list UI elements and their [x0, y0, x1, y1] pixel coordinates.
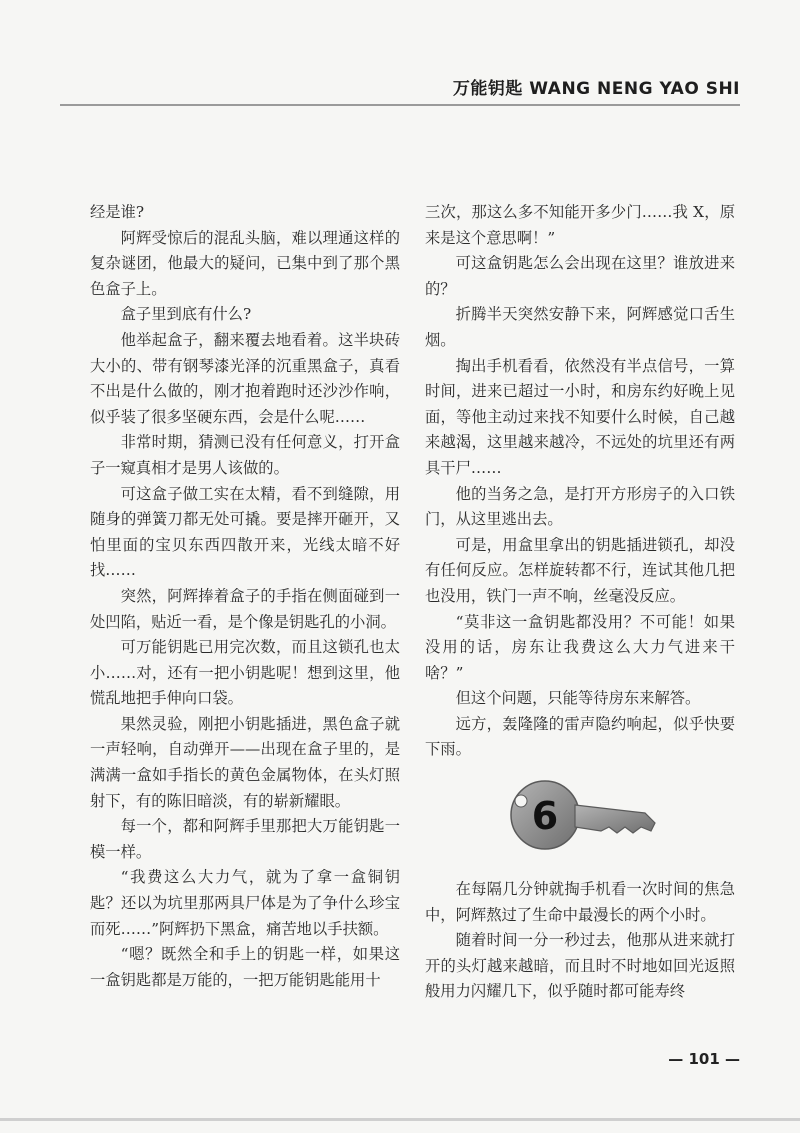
paragraph: “莫非这一盒钥匙都没用？不可能！如果没用的话，房东让我费这么大力气进来干啥？”: [425, 612, 735, 682]
page-number: 101: [688, 1050, 720, 1068]
right-text-column-continued: [425, 877, 735, 1005]
paragraph: 三次，那这么多不知能开多少门……我 X，原来是这个意思啊！”: [425, 203, 735, 247]
paragraph: 他的当务之急，是打开方形房子的入口铁门，从这里逃出去。: [425, 484, 735, 529]
page-footer: [650, 1050, 740, 1068]
paragraph: 盒子里到底有什么?: [120, 305, 252, 324]
paragraph: 在每隔几分钟就掏手机看一次时间的焦急中，阿辉熬过了生命中最漫长的两个小时。: [425, 880, 735, 924]
paragraph: 突然，阿辉捧着盒子的手指在侧面碰到一处凹陷，贴近一看，是个像是钥匙孔的小洞。: [90, 586, 400, 631]
paragraph: 随着时间一分一秒过去，他那从进来就打开的头灯越来越暗，而且时不时地如回光返照般用力闪耀几下，似乎随时都可能寿终: [425, 931, 735, 1001]
paragraph: 可是，用盒里拿出的钥匙插进锁孔，却没有任何反应。怎样旋转都不行，连试其他几把也没用，铁门一声不响，丝毫没反应。: [425, 535, 735, 605]
section-number: 6: [531, 794, 559, 838]
paragraph: 他举起盒子，翻来覆去地看着。这半块砖大小的、带有钢琴漆光泽的沉重黑盒子，真看不出是什么做的，刚才抱着跑时还沙沙作响，似乎装了很多坚硬东西，会是什么呢……: [90, 330, 400, 426]
paragraph: 经是谁?: [90, 203, 145, 221]
key-icon: [505, 765, 665, 865]
footer-dash-left: —: [668, 1050, 684, 1068]
paragraph: 可这盒子做工实在太精，看不到缝隙，用随身的弹簧刀都无处可撬。要是摔开砸开，又怕里面的宝贝东西四散开来，光线太暗不好找……: [90, 484, 400, 580]
paragraph: 折腾半天突然安静下来，阿辉感觉口舌生烟。: [425, 305, 735, 349]
paragraph: 每一个，都和阿辉手里那把大万能钥匙一模一样。: [90, 817, 400, 861]
left-text-column: [90, 200, 400, 993]
paragraph: 掏出手机看看，依然没有半点信号，一算时间，进来已超过一小时，和房东约好晚上见面，等他主动过来找不知要什么时候，自己越来越渴，这里越来越冷，不远处的坑里还有两具干尸……: [425, 356, 735, 477]
paragraph: 可这盒钥匙怎么会出现在这里？谁放进来的？: [425, 254, 735, 298]
paragraph: 但这个问题，只能等待房东来解答。: [455, 689, 701, 708]
paragraph: 非常时期，猜测已没有任何意义，打开盒子一窥真相才是男人该做的。: [90, 433, 400, 477]
paragraph: “嗯？既然全和手上的钥匙一样，如果这一盒钥匙都是万能的，一把万能钥匙能用十: [90, 945, 400, 989]
footer-dash-right: —: [725, 1050, 740, 1068]
running-header: 万能钥匙 WANG NENG YAO SHI: [452, 79, 740, 99]
paragraph: 阿辉受惊后的混乱头脑，难以理通这样的复杂谜团，他最大的疑问，已集中到了那个黑色盒子上。: [90, 228, 400, 298]
paragraph: 可万能钥匙已用完次数，而且这锁孔也太小……对，还有一把小钥匙呢！想到这里，他慌乱地把手伸向口袋。: [90, 638, 400, 708]
paragraph: 远方，轰隆隆的雷声隐约响起，似乎快要下雨。: [425, 714, 735, 759]
header-rule: [60, 104, 740, 106]
bottom-rule: [0, 1118, 800, 1121]
right-text-column: [425, 200, 735, 763]
paragraph: 果然灵验，刚把小钥匙插进，黑色盒子就一声轻响，自动弹开——出现在盒子里的，是满满一盒如手指长的黄色金属物体，在头灯照射下，有的陈旧暗淡，有的崭新耀眼。: [90, 714, 400, 810]
paragraph: “我费这么大力气，就为了拿一盒铜钥匙？还以为坑里那两具尸体是为了争什么珍宝而死……”阿辉扔下黑盒，痛苦地以手扶额。: [90, 868, 400, 938]
